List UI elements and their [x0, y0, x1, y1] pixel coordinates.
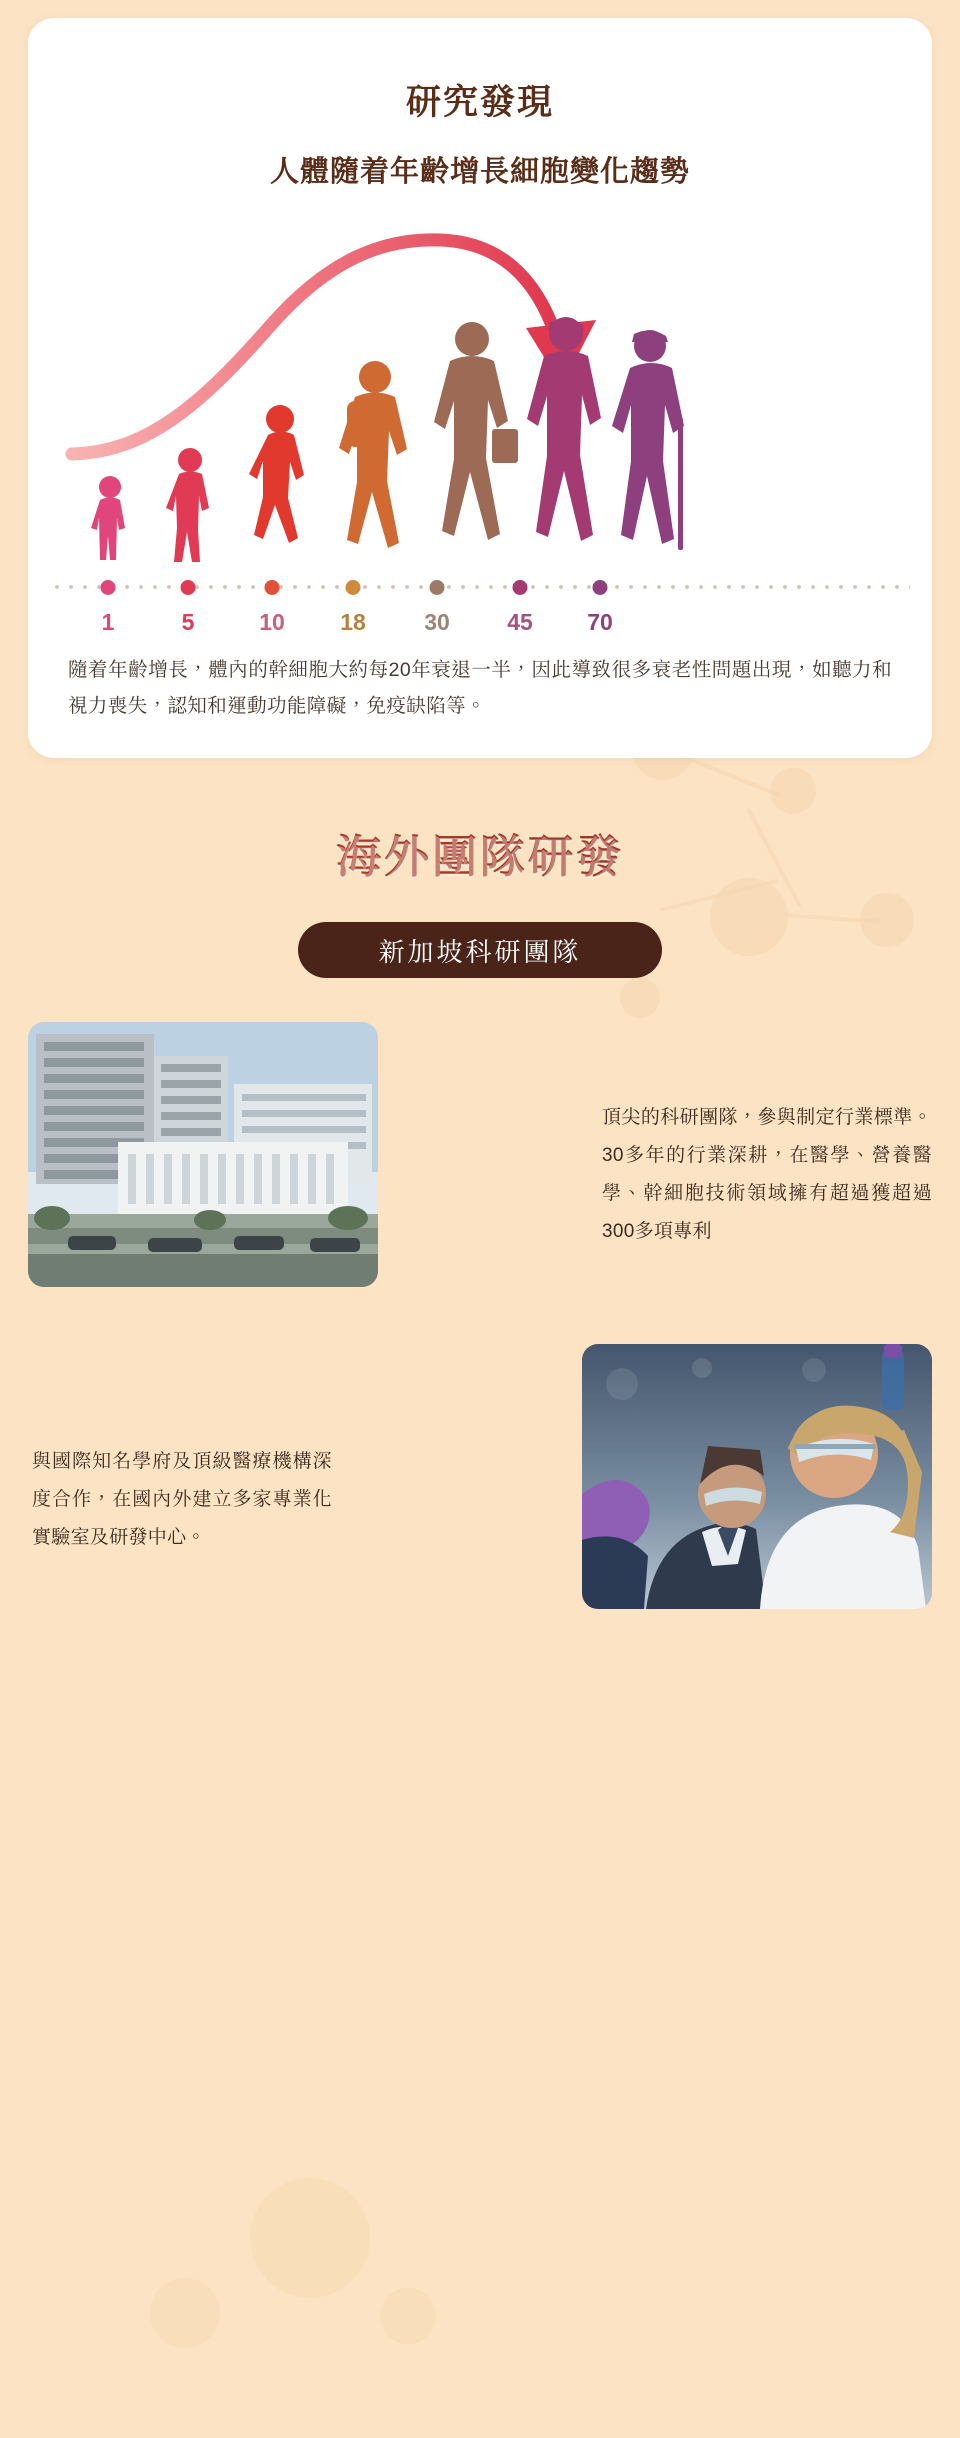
people-silhouettes — [50, 234, 910, 564]
axis-dot-1 — [101, 580, 116, 595]
axis-dot-5 — [430, 580, 445, 595]
background-decoration-bottom — [130, 2138, 510, 2438]
person-silhouette-6 — [520, 312, 616, 564]
aging-trend-chart — [50, 216, 910, 636]
axis-label-1: 1 — [101, 608, 115, 635]
person-silhouette-2 — [163, 446, 221, 564]
axis-label-3: 10 — [259, 608, 285, 635]
laboratory-image — [582, 1344, 932, 1609]
page-title: 研究發現 — [405, 83, 554, 123]
person-silhouette-3 — [246, 404, 322, 564]
team-block-a — [0, 1022, 960, 1322]
axis-dot-7 — [593, 580, 608, 595]
person-silhouette-7 — [606, 322, 702, 564]
page-subtitle: 人體隨着年齡增長細胞變化趨勢 — [269, 155, 690, 188]
person-silhouette-4 — [335, 359, 421, 564]
section-title: 海外團隊研發 — [0, 820, 960, 885]
axis-dot-3 — [265, 580, 280, 595]
overseas-team-section — [0, 820, 960, 1654]
research-paragraph: 隨着年齡增長，體內的幹細胞大約每20年衰退一半，因此導致很多衰老性問題出現，如聽力和視力喪失，認知和運動功能障礙，免疫缺陷等。 — [68, 658, 892, 717]
axis-label-5: 30 — [424, 608, 450, 635]
axis-dot-2 — [181, 580, 196, 595]
axis-label-4: 18 — [340, 608, 366, 635]
age-axis — [50, 580, 910, 594]
research-finding-card — [28, 18, 932, 758]
axis-label-6: 45 — [507, 608, 533, 635]
team-description-a: 頂尖的科研團隊，參與制定行業標準。30多年的行業深耕，在醫學、營養醫學、幹細胞技術領域擁有超過獲超過300多項專利 — [602, 1107, 932, 1243]
office-building-photo — [28, 1022, 378, 1287]
axis-dot-4 — [346, 580, 361, 595]
axis-dotted-line — [50, 585, 910, 589]
axis-label-7: 70 — [587, 608, 613, 635]
person-silhouette-1 — [86, 474, 138, 564]
person-silhouette-5 — [428, 319, 524, 564]
team-description-b: 與國際知名學府及頂級醫療機構深度合作，在國內外建立多家專業化實驗室及研發中心。 — [32, 1451, 332, 1549]
axis-dot-6 — [513, 580, 528, 595]
team-badge: 新加坡科研團隊 — [298, 922, 662, 978]
laboratory-photo — [582, 1344, 932, 1609]
axis-label-2: 5 — [181, 608, 195, 635]
office-building-image — [28, 1022, 378, 1287]
team-block-b — [0, 1344, 960, 1654]
